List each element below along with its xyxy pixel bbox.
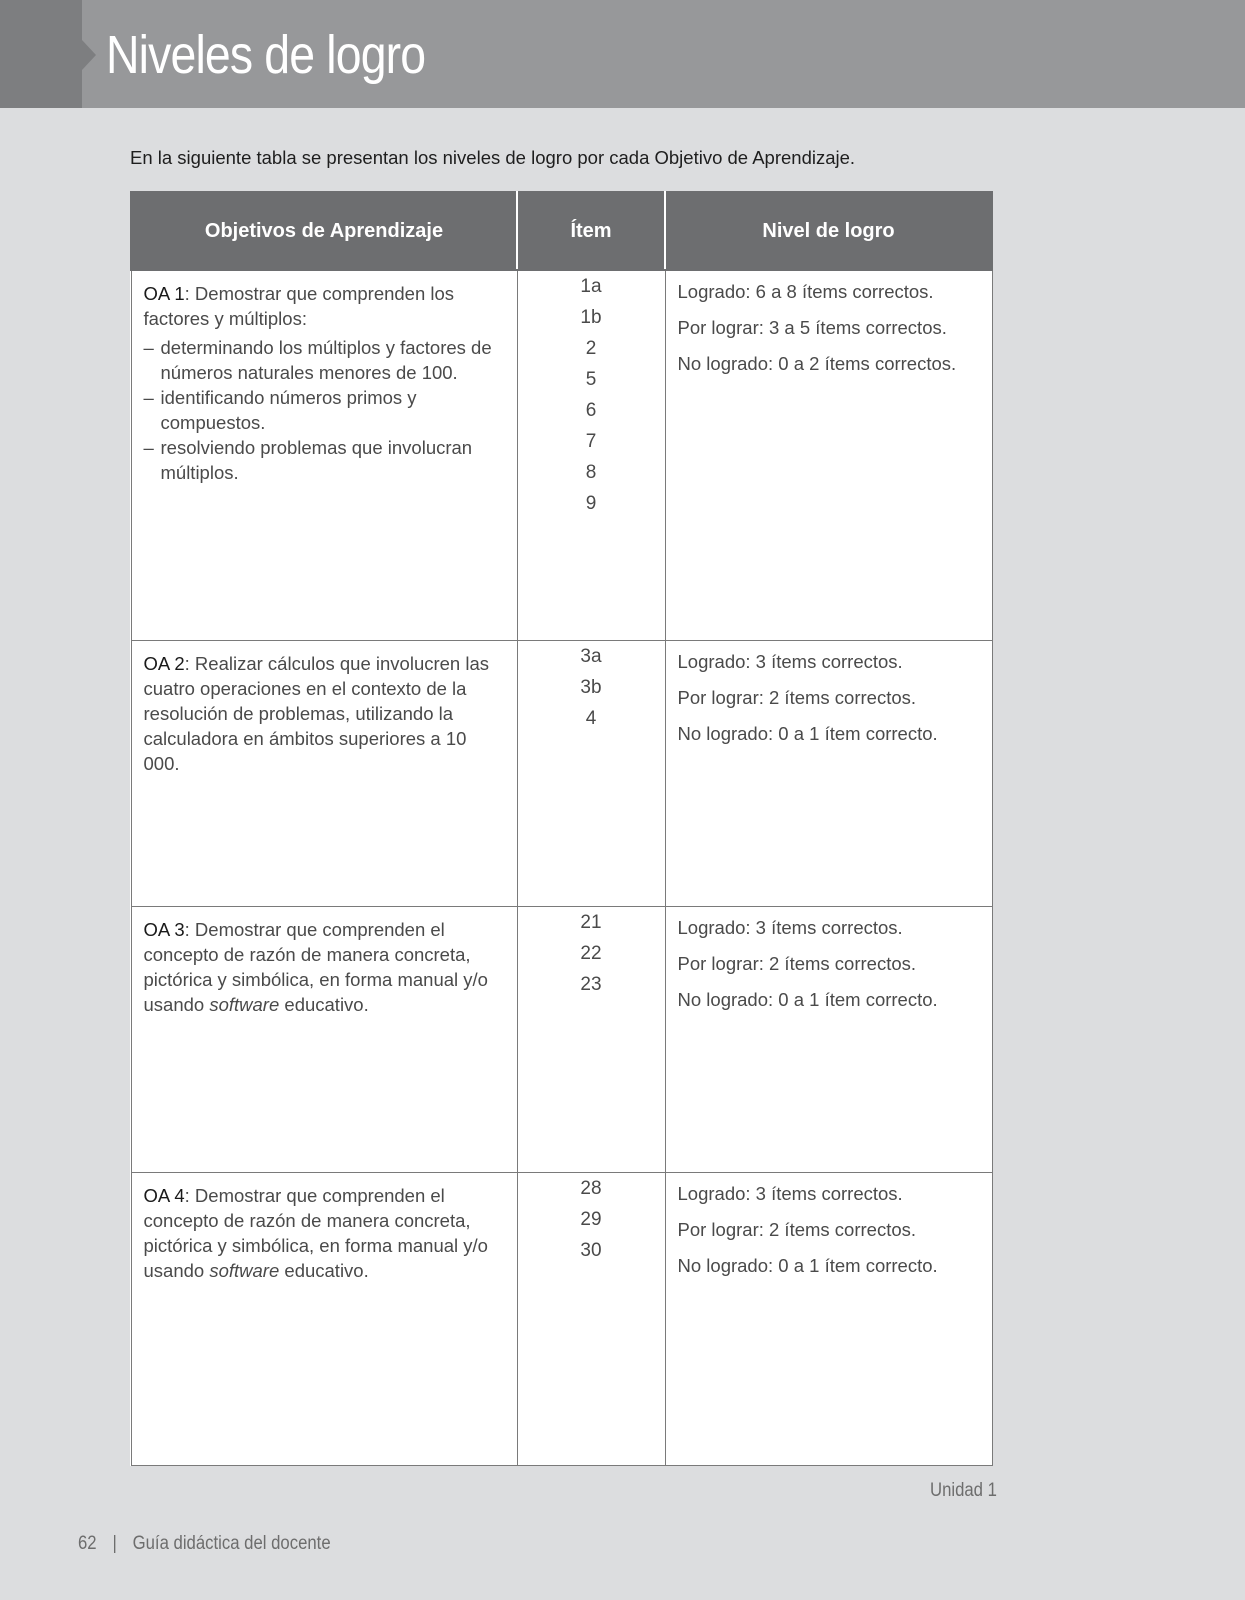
item-number: 3a <box>580 645 602 667</box>
objective-text: : Demostrar que comprenden el concepto de razón de manera concreta, pictórica y simbólica, en forma manual y/o usando <box>143 918 488 1015</box>
table-row-oa3 <box>131 906 992 1172</box>
objective-bullet: – determinando los múltiplos y factores de números naturales menores de 100. <box>144 335 505 385</box>
objective-text-emphasis: software <box>209 1259 280 1281</box>
items-cell <box>517 640 665 906</box>
level-in-progress: Por lograr: 2 ítems correctos. <box>677 952 917 974</box>
item-number: 9 <box>585 493 597 514</box>
footer-separator: | <box>112 1533 117 1554</box>
items-cell <box>517 1172 665 1465</box>
book-title: Guía didáctica del docente <box>132 1533 331 1554</box>
header-arrow-decoration <box>82 40 96 70</box>
column-header-item: Ítem <box>517 192 665 270</box>
level-achieved: Logrado: 6 a 8 ítems correctos. <box>677 281 934 302</box>
item-number: 29 <box>580 1208 602 1230</box>
oa-code: OA 3 <box>143 918 185 940</box>
item-number: 30 <box>580 1239 602 1261</box>
page-title: Niveles de logro <box>106 25 426 85</box>
item-number: 6 <box>585 400 597 421</box>
level-not-achieved: No logrado: 0 a 1 ítem correcto. <box>677 988 938 1010</box>
item-number: 2 <box>585 338 597 359</box>
item-number: 28 <box>580 1177 602 1199</box>
level-achieved: Logrado: 3 ítems correctos. <box>677 650 903 672</box>
table-row-oa1 <box>131 270 992 640</box>
item-number: 23 <box>580 973 602 995</box>
objective-text: : Realizar cálculos que involucren las cuatro operaciones en el contexto de la resolución de problemas, utilizando la calculadora en ámbitos superiores a 10 000. <box>143 652 490 774</box>
items-cell <box>517 906 665 1172</box>
item-number: 4 <box>585 707 597 729</box>
objective-text: : Demostrar que comprenden el concepto de razón de manera concreta, pictórica y simbólica, en forma manual y/o usando <box>143 1184 488 1281</box>
level-cell <box>665 1172 992 1465</box>
level-not-achieved: No logrado: 0 a 1 ítem correcto. <box>677 1254 938 1276</box>
column-header-level: Nivel de logro <box>665 192 992 270</box>
oa-code: OA 4 <box>143 1184 185 1206</box>
level-not-achieved: No logrado: 0 a 1 ítem correcto. <box>677 722 938 744</box>
level-in-progress: Por lograr: 3 a 5 ítems correctos. <box>677 317 947 338</box>
page-number: 62 <box>78 1533 97 1554</box>
level-in-progress: Por lograr: 2 ítems correctos. <box>677 1218 917 1240</box>
page-footer <box>78 1533 331 1555</box>
header-tab <box>0 0 82 108</box>
item-number: 1b <box>580 307 602 328</box>
level-achieved: Logrado: 3 ítems correctos. <box>677 916 903 938</box>
level-in-progress: Por lograr: 2 ítems correctos. <box>677 686 917 708</box>
item-number: 7 <box>585 431 597 452</box>
items-cell <box>517 270 665 640</box>
objective-text-end: educativo. <box>279 1259 369 1281</box>
column-header-objectives: Objetivos de Aprendizaje <box>131 192 517 270</box>
intro-text: En la siguiente tabla se presentan los niveles de logro por cada Objetivo de Aprendizaje. <box>130 147 856 168</box>
table-header-row <box>131 192 992 270</box>
objective-text-end: educativo. <box>279 993 369 1015</box>
table-row-oa4 <box>131 1172 992 1465</box>
objective-text: : Demostrar que comprenden los factores y múltiplos: <box>143 283 455 329</box>
objective-cell <box>131 640 517 906</box>
achievement-levels-table <box>130 191 993 1466</box>
oa-code: OA 2 <box>143 652 185 674</box>
item-number: 22 <box>580 942 602 964</box>
oa-code: OA 1 <box>143 283 185 304</box>
objective-cell <box>131 270 517 640</box>
item-number: 8 <box>585 462 597 483</box>
objective-bullet-list <box>144 335 505 485</box>
unit-label: Unidad 1 <box>930 1480 997 1501</box>
level-not-achieved: No logrado: 0 a 2 ítems correctos. <box>677 353 957 374</box>
level-achieved: Logrado: 3 ítems correctos. <box>677 1182 903 1204</box>
item-number: 5 <box>585 369 597 390</box>
objective-bullet: – identificando números primos y compuestos. <box>144 385 505 435</box>
table-row-oa2 <box>131 640 992 906</box>
item-number: 1a <box>580 276 602 297</box>
level-cell <box>665 270 992 640</box>
objective-cell <box>131 1172 517 1465</box>
objective-cell <box>131 906 517 1172</box>
item-number: 21 <box>580 911 602 933</box>
objective-bullet: – resolviendo problemas que involucran múltiplos. <box>144 435 505 485</box>
level-cell <box>665 906 992 1172</box>
objective-text-emphasis: software <box>209 993 280 1015</box>
item-number: 3b <box>580 676 602 698</box>
level-cell <box>665 640 992 906</box>
